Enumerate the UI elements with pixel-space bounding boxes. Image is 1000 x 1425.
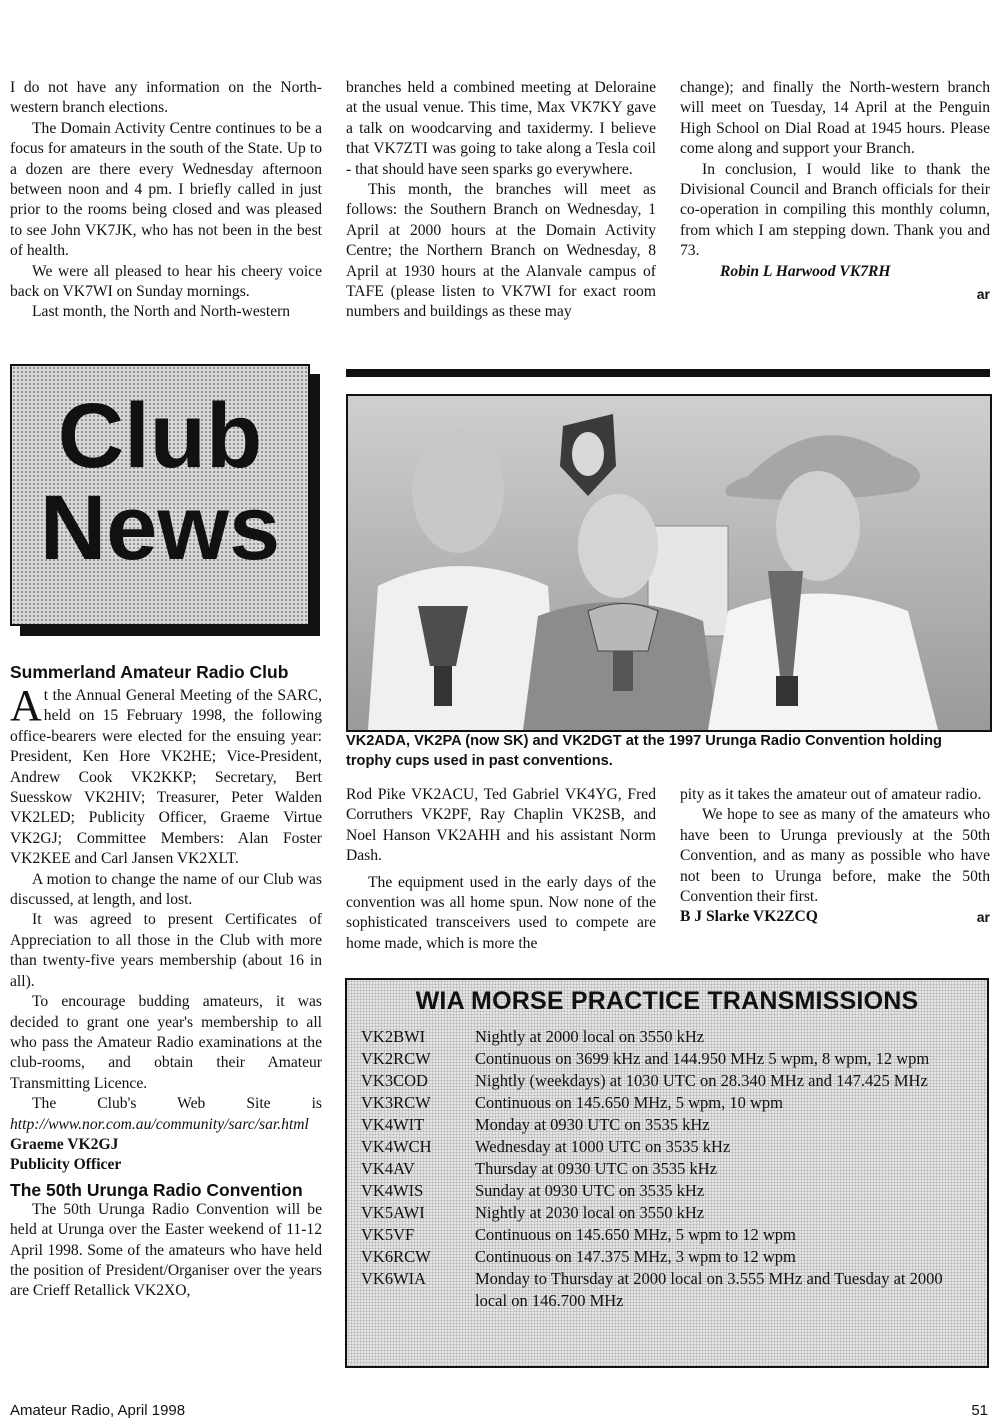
- paragraph: To encourage budding amateurs, it was decided to grant one year's membership to all who pass the Amateur Radio examinations at the club-rooms, and obtain their Amateur Transmitting Licence.: [10, 993, 322, 1092]
- convention-photo: [346, 394, 992, 732]
- morse-row: [361, 1114, 975, 1136]
- morse-schedule: Continuous on 145.650 MHz, 5 wpm, 10 wpm: [475, 1093, 784, 1112]
- paragraph-text: t the Annual General Meeting of the SARC, held on 15 February 1998, the following office-bearers were elected for the ensuing year: President, Ken Hore VK2HE; Vice-President, Andrew Cook VK2KKP; Secretary, Bert Suesskow VK2HIV; Treasurer, Peter Walden VK2LED; Publicity Officer, Graeme Virtue VK2GJ; Committee Members: Alan Foster VK2KEE and Carl Jansen VK2XLT.: [10, 687, 322, 868]
- morse-callsign: VK4WIT: [361, 1115, 425, 1134]
- signature-role: Publicity Officer: [10, 1156, 122, 1174]
- banner-frame: [10, 364, 310, 626]
- paragraph: We were all pleased to hear his cheery voice back on VK7WI on Sunday mornings.: [10, 262, 322, 301]
- morse-practice-box: [345, 978, 989, 1368]
- column-3-lower: [680, 785, 990, 928]
- paragraph: This month, the branches will meet as follows: the Southern Branch on Wednesday, 1 April at 2000 hours at the Domain Activity Centre; the Northern Branch on Wednesday, 8 April at 1930 hours at the Alanvale campus of TAFE (please listen to VK7WI for exact room numbers and buildings as these may: [346, 181, 656, 321]
- paragraph: The 50th Urunga Radio Convention will be held at Urunga over the Easter weekend of 11-12 April 1998. Some of the amateurs who have held the position of President/Organiser over the years are Crieff Retallick VK2XO,: [10, 1200, 322, 1300]
- morse-title: WIA MORSE PRACTICE TRANSMISSIONS: [415, 987, 919, 1015]
- club-news-banner: [10, 364, 320, 634]
- paragraph: In conclusion, I would like to thank the Divisional Council and Branch officials for their co-operation in compiling this monthly column, from which I am stepping down. Thank you and 73.: [680, 160, 990, 260]
- banner-word-news: News: [39, 477, 281, 579]
- morse-row: [361, 1048, 975, 1070]
- column-1-top: [10, 78, 322, 323]
- paragraph: It was agreed to present Certificates of Appreciation to all those in the Club with more than twenty-five years membership (about 16 in all).: [10, 911, 322, 990]
- morse-row: [361, 1026, 975, 1048]
- author-signature: Robin L Harwood VK7RH: [720, 262, 891, 280]
- end-mark: ar: [976, 286, 990, 303]
- morse-schedule: Continuous on 3699 kHz and 144.950 MHz 5 wpm, 8 wpm, 12 wpm: [475, 1049, 930, 1068]
- morse-schedule: Monday to Thursday at 2000 local on 3.555 MHz and Tuesday at 2000 local on 146.700 MHz: [475, 1269, 943, 1310]
- column-1-lower: [10, 662, 322, 1302]
- footer-publication: Amateur Radio, April 1998: [10, 1402, 186, 1419]
- paragraph: The equipment used in the early days of the convention was all home spun. Now none of the sophisticated transceivers used to compete are home made, which is more the: [346, 873, 656, 952]
- paragraph: The Domain Activity Centre continues to be a focus for amateurs in the south of the State. Up to a dozen are there every Wednesday afternoon between noon and 4 pm. I briefly called in just prior to the rooms being closed and was pleased to see John VK7JK, who has not been in the best of health.: [10, 119, 322, 260]
- photo-illustration: [348, 396, 990, 730]
- footer-page-number: 51: [971, 1402, 988, 1419]
- morse-row: [361, 1224, 975, 1246]
- morse-schedule: Nightly at 2030 local on 3550 kHz: [475, 1203, 705, 1222]
- morse-row: [361, 1202, 975, 1224]
- morse-schedule-table: [361, 1026, 975, 1312]
- web-lead: The Club's Web Site is: [32, 1095, 322, 1113]
- morse-schedule: Thursday at 0930 UTC on 3535 kHz: [475, 1159, 717, 1178]
- morse-row: [361, 1136, 975, 1158]
- morse-row: [361, 1092, 975, 1114]
- morse-row: [361, 1158, 975, 1180]
- morse-schedule: Monday at 0930 UTC on 3535 kHz: [475, 1115, 710, 1134]
- morse-callsign: VK4AV: [361, 1159, 415, 1178]
- morse-schedule: Sunday at 0930 UTC on 3535 kHz: [475, 1181, 705, 1200]
- morse-callsign: VK6WIA: [361, 1269, 427, 1288]
- photo-top-rule: [346, 369, 990, 377]
- column-2-top: [346, 78, 656, 323]
- morse-callsign: VK2RCW: [361, 1049, 431, 1068]
- morse-callsign: VK6RCW: [361, 1247, 431, 1266]
- morse-callsign: VK5VF: [361, 1225, 415, 1244]
- column-3-top: [680, 78, 990, 305]
- paragraph: change); and finally the North-western branch will meet on Tuesday, 14 April at the Penguin High School on Dial Road at 1945 hours. Please come along and support your Branch.: [680, 79, 990, 158]
- paragraph: Rod Pike VK2ACU, Ted Gabriel VK4YG, Fred Corruthers VK2PF, Ray Chaplin VK2SB, and Noel Hanson VK2AHH and his assistant Norm Dash.: [346, 786, 656, 865]
- paragraph: [10, 1094, 322, 1135]
- banner-word-club: Club: [57, 385, 263, 487]
- morse-callsign: VK3COD: [361, 1071, 428, 1090]
- end-mark: ar: [976, 909, 990, 926]
- paragraph: pity as it takes the amateur out of amateur radio.: [680, 786, 982, 803]
- paragraph: Last month, the North and North-western: [32, 303, 291, 321]
- paragraph: branches held a combined meeting at Deloraine at the usual venue. This time, Max VK7KY gave a talk on woodcarving and taxidermy. I believe that VK7ZTI was going to take along a Tesla coil - that should have seen sparks go everywhere.: [346, 79, 656, 178]
- morse-callsign: VK2BWI: [361, 1027, 426, 1046]
- morse-callsign: VK4WCH: [361, 1137, 432, 1156]
- paragraph: I do not have any information on the North-western branch elections.: [10, 79, 322, 117]
- section-heading-summerland: Summerland Amateur Radio Club: [10, 662, 289, 682]
- paragraph: A motion to change the name of our Club was discussed, at length, and lost.: [10, 870, 322, 909]
- morse-row: [361, 1246, 975, 1268]
- paragraph-with-dropcap: [10, 681, 322, 870]
- morse-callsign: VK4WIS: [361, 1181, 424, 1200]
- morse-schedule: Nightly at 2000 local on 3550 kHz: [475, 1027, 705, 1046]
- morse-callsign: VK5AWI: [361, 1203, 425, 1222]
- morse-schedule: Wednesday at 1000 UTC on 3535 kHz: [475, 1137, 731, 1156]
- morse-schedule: Continuous on 147.375 MHz, 3 wpm to 12 wpm: [475, 1247, 796, 1266]
- section-heading-urunga: The 50th Urunga Radio Convention: [10, 1179, 303, 1200]
- author-signature: B J Slarke VK2ZCQ: [680, 908, 818, 926]
- morse-row: [361, 1268, 975, 1312]
- morse-row: [361, 1070, 975, 1092]
- morse-row: [361, 1180, 975, 1202]
- drop-cap: A: [10, 681, 42, 730]
- column-2-lower: [346, 785, 656, 954]
- morse-callsign: VK3RCW: [361, 1093, 431, 1112]
- paragraph: We hope to see as many of the amateurs who have been to Urunga previously at the 50th Convention, and as many as possible who have not been to Urunga before, make the 50th Convention their first.: [680, 806, 990, 906]
- signature-name: Graeme VK2GJ: [10, 1135, 119, 1153]
- morse-schedule: Continuous on 145.650 MHz, 5 wpm to 12 wpm: [475, 1225, 796, 1244]
- morse-schedule: Nightly (weekdays) at 1030 UTC on 28.340 MHz and 147.425 MHz: [475, 1071, 928, 1090]
- web-address: http://www.nor.com.au/community/sarc/sar.html: [10, 1115, 309, 1133]
- photo-caption: VK2ADA, VK2PA (now SK) and VK2DGT at the 1997 Urunga Radio Convention holding trophy cups used in past conventions.: [346, 733, 942, 769]
